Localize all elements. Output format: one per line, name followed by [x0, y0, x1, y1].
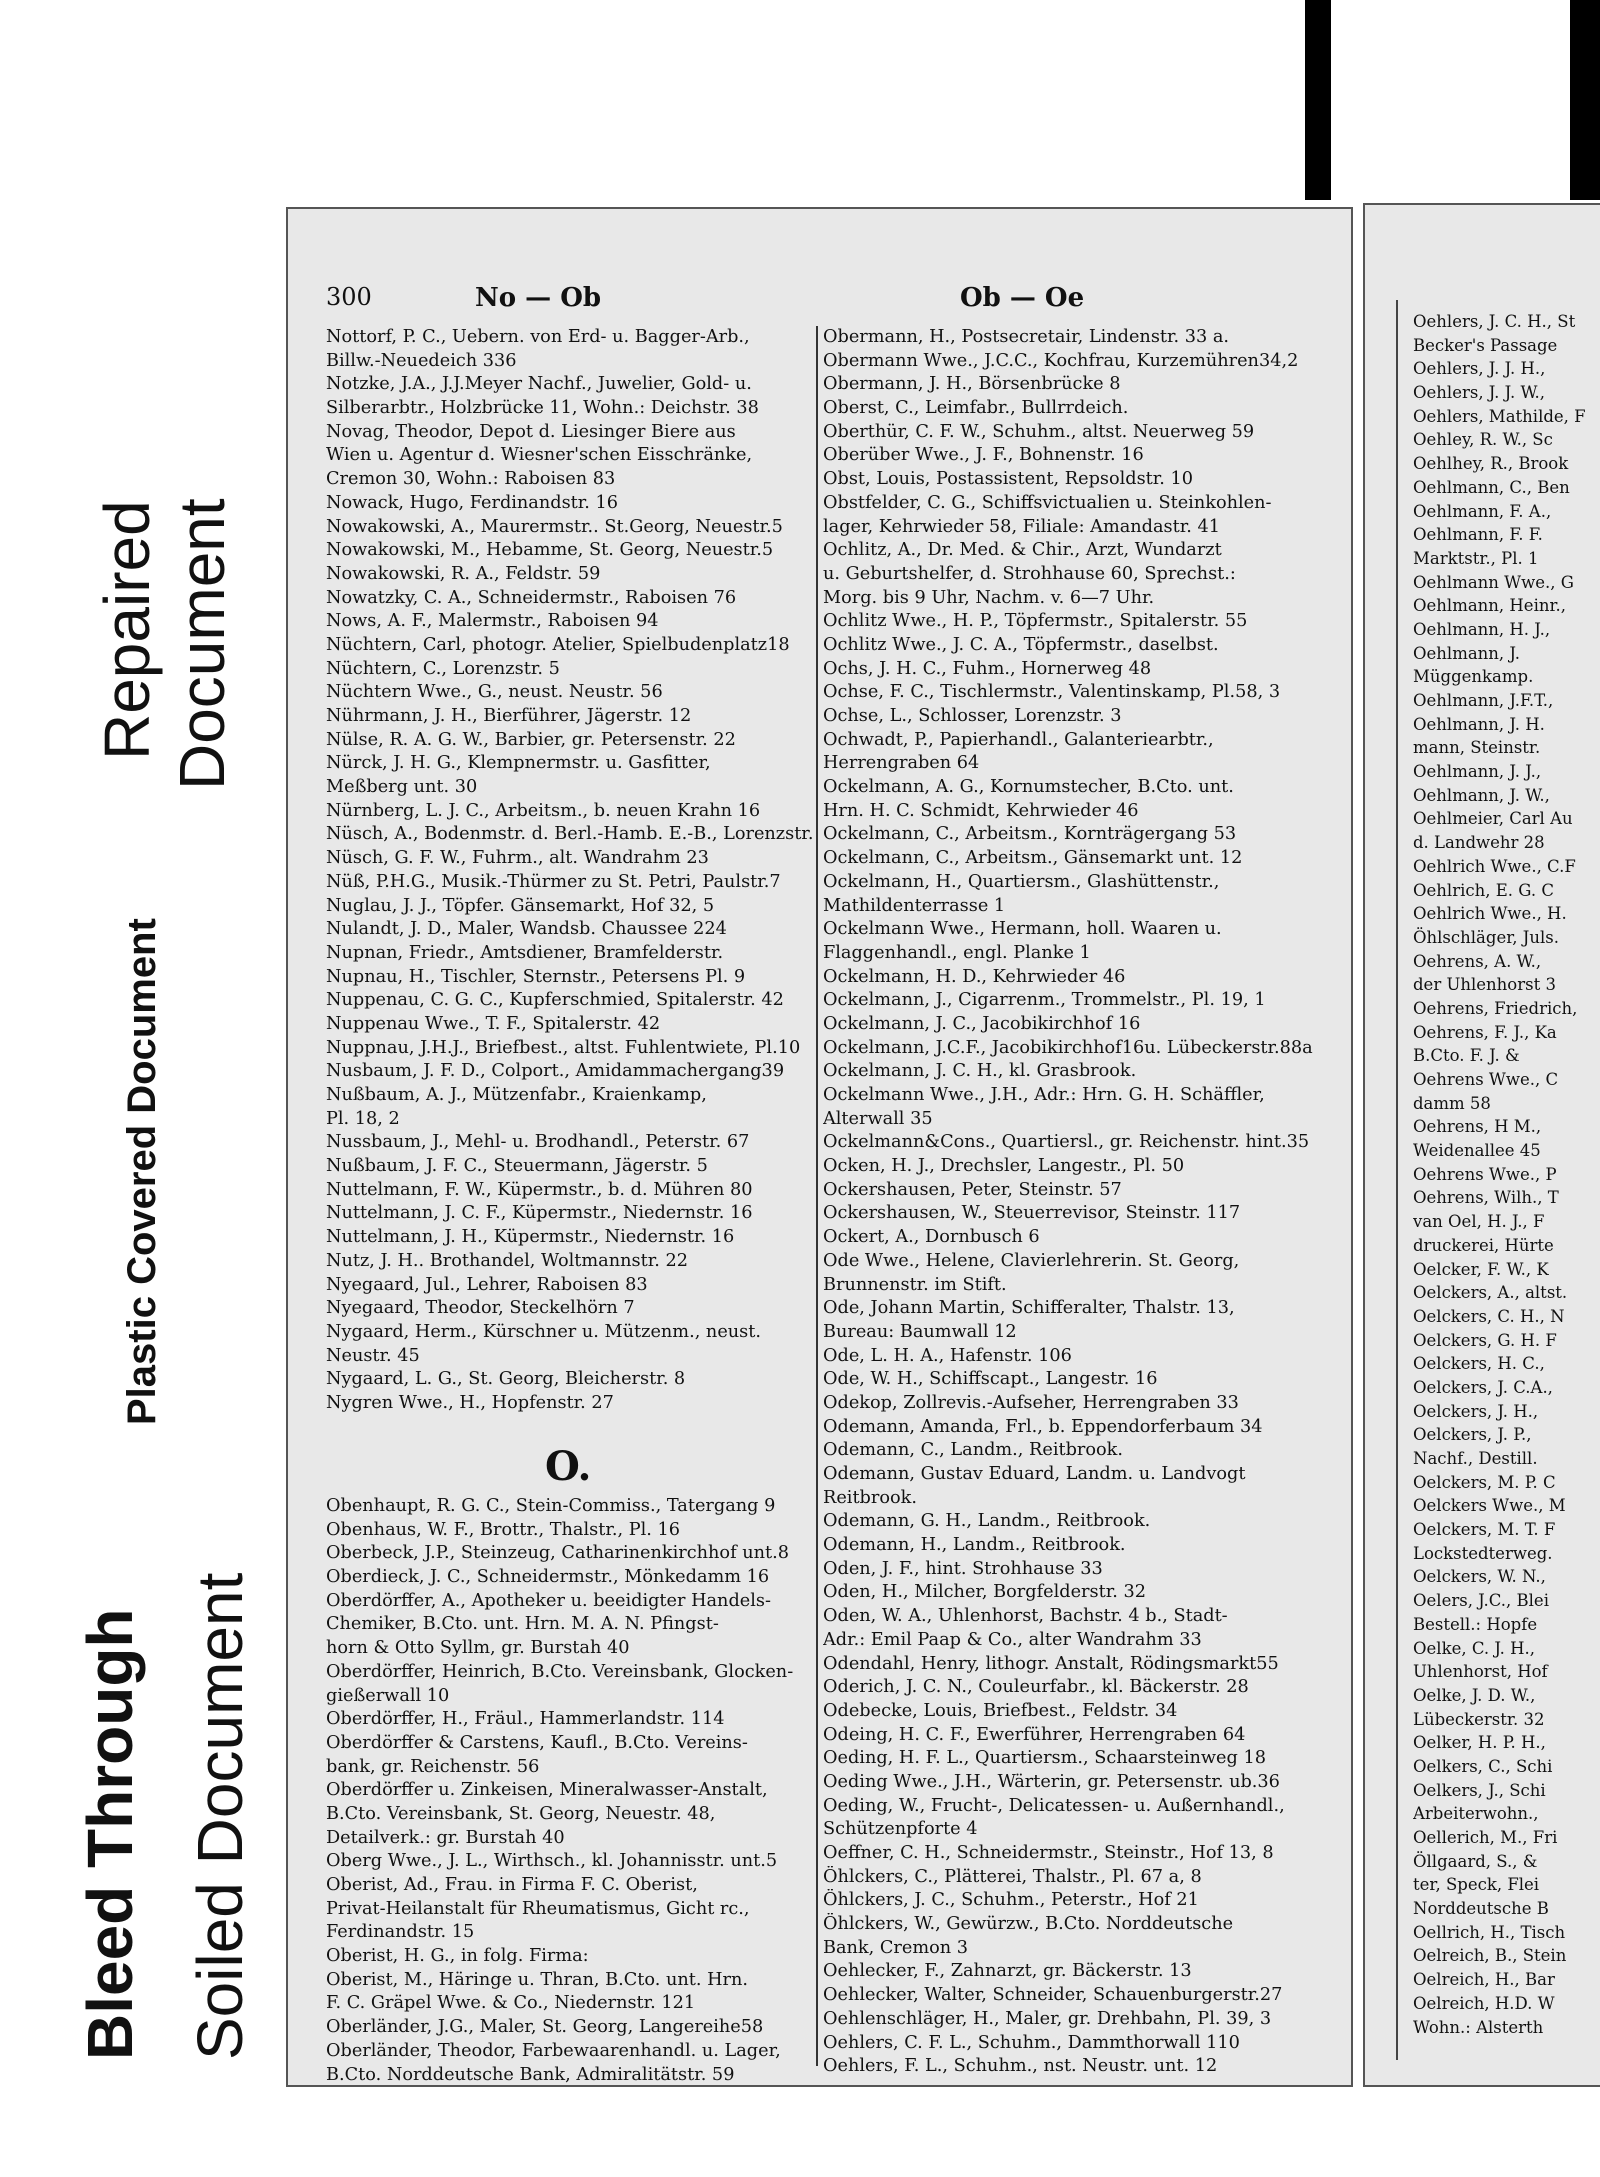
directory-line: Oehrens, Friedrich,: [1413, 998, 1578, 1018]
directory-line: Adr.: Emil Paap & Co., alter Wandrahm 33: [823, 1629, 1202, 1650]
directory-line: Brunnenstr. im Stift.: [823, 1274, 1007, 1295]
directory-line: Oelckers, C. H., N: [1413, 1306, 1565, 1326]
page-gutter: [1396, 300, 1398, 2060]
directory-line: Oberländer, J.G., Maler, St. Georg, Langereihe58: [326, 2017, 764, 2038]
directory-line: Reitbrook.: [823, 1487, 917, 1508]
directory-line: d. Landwehr 28: [1413, 833, 1545, 853]
directory-line: F. C. Gräpel Wwe. & Co., Niedernstr. 121: [326, 1993, 696, 2014]
directory-line: Ockelmann, J. C., Jacobikirchhof 16: [823, 1013, 1141, 1034]
directory-line: Oberist, H. G., in folg. Firma:: [326, 1946, 589, 1967]
directory-line: Odekop, Zollrevis.-Aufseher, Herrengraben 33: [823, 1392, 1239, 1413]
annotation-labels: [0, 0, 280, 2177]
directory-line: Obermann, J. H., Börsenbrücke 8: [823, 374, 1121, 395]
directory-line: B.Cto. Norddeutsche Bank, Admiralitätstr. 59: [326, 2064, 735, 2085]
directory-line: Nyegaard, Jul., Lehrer, Raboisen 83: [326, 1274, 648, 1295]
directory-line: damm 58: [1413, 1093, 1491, 1113]
directory-line: Oelreich, B., Stein: [1413, 1946, 1567, 1966]
directory-line: Oelke, C. J. H.,: [1413, 1638, 1536, 1658]
directory-line: mann, Steinstr.: [1413, 738, 1541, 758]
directory-line: Oehlers, F. L., Schuhm., nst. Neustr. unt. 12: [823, 2056, 1218, 2077]
directory-line: Öhlschläger, Juls.: [1413, 927, 1560, 947]
directory-line: Obst, Louis, Postassistent, Repsoldstr. 10: [823, 469, 1194, 490]
directory-line: druckerei, Hürte: [1413, 1235, 1554, 1255]
directory-line: Oehrens Wwe., P: [1413, 1164, 1557, 1184]
directory-line: Oberist, Ad., Frau. in Firma F. C. Oberist,: [326, 1875, 698, 1895]
directory-line: Herrengraben 64: [823, 753, 980, 774]
directory-line: Ode Wwe., Helene, Clavierlehrerin. St. Georg,: [823, 1250, 1240, 1271]
directory-line: Oelckers, G. H. F: [1413, 1330, 1557, 1350]
directory-line: Lübeckerstr. 32: [1413, 1709, 1545, 1729]
directory-line: Oehrens Wwe., C: [1413, 1070, 1559, 1089]
directory-line: Pl. 18, 2: [326, 1108, 400, 1129]
directory-line: Marktstr., Pl. 1: [1413, 548, 1539, 568]
directory-line: Oehlmann Wwe., G: [1413, 572, 1574, 592]
directory-line: Ockelmann, C., Arbeitsm., Kornträgergang 53: [823, 824, 1237, 845]
directory-line: Oehlmann, F. A.,: [1413, 501, 1552, 521]
directory-line: Oelker, H. P. H.,: [1413, 1733, 1546, 1753]
directory-line: Oberdörffer & Carstens, Kaufl., B.Cto. Vereins-: [326, 1732, 748, 1753]
directory-line: Oeding, W., Frucht-, Delicatessen- u. Außernhandl.,: [823, 1795, 1285, 1816]
directory-line: Nottorf, P. C., Uebern. von Erd- u. Bagger-Arb.,: [326, 327, 750, 347]
directory-line: Nuppnau, J.H.J., Briefbest., altst. Fuhlentwiete, Pl.10: [326, 1037, 801, 1058]
directory-line: Oelckers, A., altst.: [1413, 1283, 1568, 1303]
directory-line: Oelers, J.C., Blei: [1413, 1591, 1549, 1611]
directory-line: Notzke, J.A., J.J.Meyer Nachf., Juwelier, Gold- u.: [326, 374, 752, 395]
directory-line: Oberg Wwe., J. L., Wirthsch., kl. Johannisstr. unt.5: [326, 1851, 778, 1872]
directory-line: Odemann, Gustav Eduard, Landm. u. Landvogt: [823, 1464, 1246, 1484]
directory-line: Oehrens, H M.,: [1413, 1117, 1542, 1137]
directory-line: Nußbaum, J. F. C., Steuermann, Jägerstr. 5: [326, 1156, 708, 1177]
directory-line: Oden, J. F., hint. Strohhause 33: [823, 1558, 1103, 1579]
header-right: Ob — Oe: [960, 283, 1085, 313]
directory-line: Ochlitz, A., Dr. Med. & Chir., Arzt, Wundarzt: [823, 540, 1222, 561]
directory-line: Oehrens, A. W.,: [1413, 951, 1542, 971]
directory-line: Novag, Theodor, Depot d. Liesinger Biere aus: [326, 421, 736, 442]
directory-line: Lockstedterweg.: [1413, 1543, 1553, 1563]
column-left-top: [326, 326, 813, 1416]
directory-line: Odemann, C., Landm., Reitbrook.: [823, 1440, 1124, 1461]
directory-line: Ochlitz Wwe., H. P., Töpfermstr., Spitalerstr. 55: [823, 611, 1248, 632]
directory-line: Oehlers, J. C. H., St: [1413, 312, 1576, 331]
directory-line: Ode, L. H. A., Hafenstr. 106: [823, 1345, 1072, 1366]
directory-line: Ockelmann, H., Quartiersm., Glashüttenstr.,: [823, 871, 1220, 892]
directory-line: Ochse, L., Schlosser, Lorenzstr. 3: [823, 706, 1122, 726]
directory-line: horn & Otto Syllm, gr. Burstah 40: [326, 1638, 630, 1659]
directory-line: Nowakowski, M., Hebamme, St. Georg, Neuestr.5: [326, 540, 774, 561]
directory-line: Ockelmann Wwe., J.H., Adr.: Hrn. G. H. Schäffler,: [823, 1085, 1265, 1105]
section-letter: O.: [545, 1443, 592, 1490]
directory-line: Nußbaum, A. J., Mützenfabr., Kraienkamp,: [326, 1085, 707, 1105]
directory-line: Oelkers, C., Schi: [1413, 1756, 1553, 1776]
directory-line: Neustr. 45: [326, 1345, 420, 1366]
directory-line: Oehlmann, J.F.T.,: [1413, 691, 1554, 710]
label-repaired-document: Document: [166, 498, 238, 790]
directory-line: Oeffner, C. H., Schneidermstr., Steinstr., Hof 13, 8: [823, 1843, 1274, 1863]
directory-line: Oberbeck, J.P., Steinzeug, Catharinenkirchhof unt.8: [326, 1543, 789, 1564]
directory-line: Obenhaus, W. F., Brottr., Thalstr., Pl. 16: [326, 1519, 681, 1540]
scan-edge-bar-right: [1570, 0, 1600, 200]
directory-line: Oehlers, J. J. W.,: [1413, 383, 1546, 403]
directory-line: Oehley, R. W., Sc: [1413, 430, 1553, 450]
directory-line: Oberdörffer, Heinrich, B.Cto. Vereinsbank, Glocken-: [326, 1661, 794, 1682]
directory-line: Oelckers, W. N.,: [1413, 1567, 1546, 1587]
directory-line: Oehlenschläger, H., Maler, gr. Drehbahn, Pl. 39, 3: [823, 2008, 1272, 2029]
directory-line: Oelckers, J. H.,: [1413, 1401, 1539, 1421]
directory-line: Oelckers, M. T. F: [1413, 1520, 1556, 1540]
directory-line: Odemann, H., Landm., Reitbrook.: [823, 1535, 1126, 1556]
directory-line: Hrn. H. C. Schmidt, Kehrwieder 46: [823, 800, 1139, 821]
directory-line: Nyegaard, Theodor, Steckelhörn 7: [326, 1298, 635, 1319]
directory-line: Ockelmann&Cons., Quartiersl., gr. Reichenstr. hint.35: [823, 1132, 1310, 1153]
directory-line: Oehlhey, R., Brook: [1413, 454, 1569, 474]
directory-line: Odebecke, Louis, Briefbest., Feldstr. 34: [823, 1700, 1178, 1721]
directory-line: Wohn.: Alsterth: [1413, 2017, 1544, 2037]
directory-line: Obermann, H., Postsecretair, Lindenstr. 33 a.: [823, 327, 1230, 347]
directory-line: Ockelmann, H. D., Kehrwieder 46: [823, 966, 1126, 987]
directory-line: Silberarbtr., Holzbrücke 11, Wohn.: Deichstr. 38: [326, 398, 759, 419]
directory-line: Oberst, C., Leimfabr., Bullrrdeich.: [823, 398, 1129, 419]
directory-line: Nygren Wwe., H., Hopfenstr. 27: [326, 1392, 614, 1413]
directory-line: Nussbaum, J., Mehl- u. Brodhandl., Peterstr. 67: [326, 1132, 750, 1153]
directory-line: Oberthür, C. F. W., Schuhm., altst. Neuerweg 59: [823, 421, 1255, 442]
directory-line: Oeding Wwe., J.H., Wärterin, gr. Petersenstr. ub.36: [823, 1771, 1280, 1792]
directory-line: B.Cto. F. J. &: [1413, 1046, 1520, 1066]
directory-line: Nachf., Destill.: [1413, 1449, 1538, 1468]
directory-line: Oehlecker, F., Zahnarzt, gr. Bäckerstr. 13: [823, 1961, 1192, 1982]
directory-line: Oellerich, M., Fri: [1413, 1828, 1558, 1847]
directory-line: Norddeutsche B: [1413, 1899, 1549, 1919]
directory-line: Arbeiterwohn.,: [1413, 1804, 1539, 1824]
page-number: 300: [326, 283, 372, 311]
directory-line: Oberdörffer u. Zinkeisen, Mineralwasser-Anstalt,: [326, 1780, 768, 1801]
directory-line: Ockershausen, Peter, Steinstr. 57: [823, 1179, 1122, 1200]
directory-line: Nüchtern, Carl, photogr. Atelier, Spielbudenplatz18: [326, 634, 790, 655]
directory-line: Obermann Wwe., J.C.C., Kochfrau, Kurzemühren34,2: [823, 350, 1299, 371]
directory-line: Obenhaupt, R. G. C., Stein-Commiss., Tatergang 9: [326, 1496, 776, 1516]
column-middle: [823, 326, 1335, 2079]
directory-line: Oelcker, F. W., K: [1413, 1259, 1549, 1279]
directory-line: Oelckers, J. P.,: [1413, 1425, 1532, 1445]
directory-line: Ochs, J. H. C., Fuhm., Hornerweg 48: [823, 658, 1152, 679]
directory-line: Bureau: Baumwall 12: [823, 1321, 1017, 1342]
directory-line: Nowack, Hugo, Ferdinandstr. 16: [326, 492, 619, 513]
directory-line: Nuttelmann, J. C. F., Küpermstr., Niedernstr. 16: [326, 1203, 753, 1224]
directory-line: Ockelmann, J. C. H., kl. Grasbrook.: [823, 1061, 1137, 1082]
header-left: No — Ob: [475, 283, 602, 313]
directory-line: Oelke, J. D. W.,: [1413, 1685, 1536, 1705]
directory-line: Ockelmann, C., Arbeitsm., Gänsemarkt unt. 12: [823, 848, 1243, 869]
directory-line: Ochwadt, P., Papierhandl., Galanteriearbtr.,: [823, 729, 1214, 750]
directory-line: Ockelmann, J., Cigarrenm., Trommelstr., Pl. 19, 1: [823, 990, 1266, 1011]
directory-line: Ockelmann, J.C.F., Jacobikirchhof16u. Lübeckerstr.88a: [823, 1037, 1313, 1058]
directory-line: Mathildenterrasse 1: [823, 895, 1006, 916]
label-plastic-covered: Plastic Covered Document: [120, 918, 164, 1425]
directory-line: Oelckers, J. C.A.,: [1413, 1377, 1553, 1397]
directory-line: bank, gr. Reichenstr. 56: [326, 1756, 540, 1777]
directory-line: u. Geburtshelfer, d. Strohhause 60, Sprechst.:: [823, 563, 1236, 584]
directory-line: Oberdieck, J. C., Schneidermstr., Mönkedamm 16: [326, 1567, 770, 1588]
directory-line: van Oel, H. J., F: [1413, 1212, 1545, 1232]
directory-line: Öhlckers, C., Plätterei, Thalstr., Pl. 67 a, 8: [823, 1866, 1202, 1887]
directory-line: Ockershausen, W., Steuerrevisor, Steinstr. 117: [823, 1203, 1241, 1224]
directory-line: Nupnau, H., Tischler, Sternstr., Petersens Pl. 9: [326, 966, 746, 987]
directory-line: Nührmann, J. H., Bierführer, Jägerstr. 12: [326, 706, 692, 726]
directory-line: Becker's Passage: [1413, 335, 1558, 355]
directory-line: Ode, W. H., Schiffscapt., Langestr. 16: [823, 1369, 1158, 1390]
column-right: [1413, 310, 1600, 2039]
directory-line: Ockelmann, A. G., Kornumstecher, B.Cto. unt.: [823, 777, 1234, 798]
directory-line: Oehlmeier, Carl Au: [1413, 809, 1573, 829]
directory-line: Nupnan, Friedr., Amtsdiener, Bramfelderstr.: [326, 942, 724, 963]
directory-line: Oellrich, H., Tisch: [1413, 1922, 1566, 1942]
directory-line: Oehlrich, E. G. C: [1413, 880, 1554, 900]
directory-line: Nygaard, L. G., St. Georg, Bleicherstr. 8: [326, 1369, 686, 1390]
directory-line: gießerwall 10: [326, 1685, 450, 1706]
directory-line: Oberdörffer, A., Apotheker u. beeidigter Handels-: [326, 1590, 771, 1611]
directory-line: Nüsch, G. F. W., Fuhrm., alt. Wandrahm 23: [326, 848, 709, 869]
directory-line: Oberländer, Theodor, Farbewaarenhandl. u. Lager,: [326, 2040, 781, 2061]
directory-line: Oberist, M., Häringe u. Thran, B.Cto. unt. Hrn.: [326, 1969, 749, 1990]
directory-line: Nulandt, J. D., Maler, Wandsb. Chaussee 224: [326, 919, 727, 940]
directory-line: Flaggenhandl., engl. Planke 1: [823, 942, 1091, 963]
directory-line: Oehlers, C. F. L., Schuhm., Dammthorwall 110: [823, 2032, 1240, 2053]
directory-line: Oehlmann, Heinr.,: [1413, 596, 1567, 616]
column-divider: [816, 326, 818, 2066]
directory-line: Oelckers Wwe., M: [1413, 1496, 1566, 1516]
directory-line: Weidenallee 45: [1413, 1141, 1541, 1161]
directory-line: Odemann, Amanda, Frl., b. Eppendorferbaum 34: [823, 1416, 1263, 1437]
directory-line: Ode, Johann Martin, Schifferalter, Thalstr. 13,: [823, 1298, 1235, 1319]
directory-line: Nuglau, J. J., Töpfer. Gänsemarkt, Hof 32, 5: [326, 895, 715, 916]
directory-line: der Uhlenhorst 3: [1413, 975, 1556, 995]
directory-line: Odemann, G. H., Landm., Reitbrook.: [823, 1511, 1151, 1532]
directory-line: Nowakowski, A., Maurermstr.. St.Georg, Neuestr.5: [326, 516, 783, 537]
directory-line: Nutz, J. H.. Brothandel, Woltmannstr. 22: [326, 1250, 688, 1271]
directory-line: Oehlmann, C., Ben: [1413, 477, 1570, 497]
directory-line: Nowakowski, R. A., Feldstr. 59: [326, 563, 601, 584]
directory-line: Müggenkamp.: [1413, 667, 1534, 687]
directory-line: Obstfelder, C. G., Schiffsvictualien u. Steinkohlen-: [823, 492, 1272, 513]
directory-line: Oden, W. A., Uhlenhorst, Bachstr. 4 b., Stadt-: [823, 1606, 1228, 1627]
directory-line: Meßberg unt. 30: [326, 777, 478, 798]
directory-line: Oelckers, H. C.,: [1413, 1354, 1545, 1374]
directory-line: Nüchtern, C., Lorenzstr. 5: [326, 658, 560, 679]
directory-line: Nüchtern Wwe., G., neust. Neustr. 56: [326, 682, 663, 703]
directory-line: Odendahl, Henry, lithogr. Anstalt, Rödingsmarkt55: [823, 1653, 1279, 1674]
directory-line: Oelkers, J., Schi: [1413, 1780, 1546, 1800]
directory-line: Öhlckers, W., Gewürzw., B.Cto. Norddeutsche: [823, 1914, 1234, 1935]
directory-line: Alterwall 35: [823, 1108, 933, 1129]
directory-line: Oderich, J. C. N., Couleurfabr., kl. Bäckerstr. 28: [823, 1677, 1249, 1698]
directory-line: Chemiker, B.Cto. unt. Hrn. M. A. N. Pfingst-: [326, 1614, 719, 1635]
directory-line: Oehlrich Wwe., H.: [1413, 904, 1567, 924]
directory-line: Oden, H., Milcher, Borgfelderstr. 32: [823, 1582, 1146, 1603]
scan-edge-bar: [1305, 0, 1331, 200]
directory-line: Ferdinandstr. 15: [326, 1922, 475, 1943]
directory-line: Ochse, F. C., Tischlermstr., Valentinskamp, Pl.58, 3: [823, 682, 1281, 703]
directory-line: Nürnberg, L. J. C., Arbeitsm., b. neuen Krahn 16: [326, 800, 761, 821]
directory-line: Ocken, H. J., Drechsler, Langestr., Pl. 50: [823, 1156, 1185, 1177]
directory-line: Ockelmann Wwe., Hermann, holl. Waaren u.: [823, 919, 1222, 940]
directory-line: Öllgaard, S., &: [1413, 1851, 1538, 1871]
directory-line: Nows, A. F., Malermstr., Raboisen 94: [326, 611, 659, 632]
directory-line: Privat-Heilanstalt für Rheumatismus, Gicht rc.,: [326, 1898, 750, 1919]
directory-line: Oehlmann, J. W.,: [1413, 785, 1550, 805]
directory-line: Oelckers, M. P. C: [1413, 1472, 1556, 1492]
directory-line: Ochlitz Wwe., J. C. A., Töpfermstr., daselbst.: [823, 634, 1219, 655]
directory-line: Bestell.: Hopfe: [1413, 1614, 1538, 1634]
directory-line: Oehlmann, F. F.: [1413, 525, 1543, 545]
directory-line: Nüß, P.H.G., Musik.-Thürmer zu St. Petri, Paulstr.7: [326, 871, 781, 892]
directory-line: ter, Speck, Flei: [1413, 1875, 1540, 1895]
directory-line: Cremon 30, Wohn.: Raboisen 83: [326, 469, 616, 490]
column-left-bottom: [326, 1495, 813, 2087]
directory-line: Oeding, H. F. L., Quartiersm., Schaarsteinweg 18: [823, 1748, 1266, 1769]
directory-line: Detailverk.: gr. Burstah 40: [326, 1827, 565, 1848]
directory-line: Nuppenau, C. G. C., Kupferschmied, Spitalerstr. 42: [326, 990, 784, 1011]
directory-line: Nusbaum, J. F. D., Colport., Amidammachergang39: [326, 1061, 785, 1082]
directory-line: Oehrens, Wilh., T: [1413, 1188, 1559, 1208]
directory-line: Nowatzky, C. A., Schneidermstr., Raboisen 76: [326, 587, 737, 608]
label-soiled-document: Soiled Document: [184, 1572, 256, 2060]
directory-line: Nygaard, Herm., Kürschner u. Mützenm., neust.: [326, 1321, 761, 1342]
directory-line: Öhlckers, J. C., Schuhm., Peterstr., Hof 21: [823, 1890, 1199, 1911]
directory-line: B.Cto. Vereinsbank, St. Georg, Neuestr. 48,: [326, 1803, 716, 1824]
directory-line: lager, Kehrwieder 58, Filiale: Amandastr. 41: [823, 516, 1220, 537]
directory-line: Odeing, H. C. F., Ewerführer, Herrengraben 64: [823, 1724, 1246, 1745]
directory-line: Bank, Cremon 3: [823, 1937, 969, 1958]
directory-line: Oehlmann, H. J.,: [1413, 619, 1551, 639]
directory-line: Oehlmann, J. H.: [1413, 714, 1545, 734]
directory-line: Oehlmann, J. J.,: [1413, 762, 1542, 782]
directory-line: Uhlenhorst, Hof: [1413, 1662, 1548, 1682]
directory-line: Nuppenau Wwe., T. F., Spitalerstr. 42: [326, 1013, 661, 1034]
directory-line: Billw.-Neuedeich 336: [326, 350, 517, 371]
directory-line: Morg. bis 9 Uhr, Nachm. v. 6—7 Uhr.: [823, 587, 1155, 608]
directory-line: Oehlers, J. J. H.,: [1413, 359, 1546, 379]
directory-line: Wien u. Agentur d. Wiesner'schen Eisschränke,: [326, 445, 753, 466]
directory-line: Oberdörffer, H., Fräul., Hammerlandstr. 114: [326, 1709, 725, 1730]
directory-line: Oehrens, F. J., Ka: [1413, 1022, 1557, 1042]
directory-line: Oelreich, H., Bar: [1413, 1970, 1555, 1990]
label-repaired: Repaired: [91, 500, 163, 760]
directory-line: Nürck, J. H. G., Klempnermstr. u. Gasfitter,: [326, 753, 711, 774]
directory-line: Ockert, A., Dornbusch 6: [823, 1227, 1040, 1248]
directory-line: Nülse, R. A. G. W., Barbier, gr. Petersenstr. 22: [326, 729, 736, 750]
directory-line: Oehlecker, Walter, Schneider, Schauenburgerstr.27: [823, 1985, 1283, 2006]
directory-line: Nüsch, A., Bodenmstr. d. Berl.-Hamb. E.-B., Lorenzstr.: [326, 824, 813, 845]
directory-line: Oehlers, Mathilde, F: [1413, 406, 1586, 426]
directory-line: Oehlmann, J.: [1413, 643, 1521, 663]
directory-line: Oelreich, H.D. W: [1413, 1993, 1555, 2013]
directory-line: Schützenpforte 4: [823, 1819, 978, 1840]
directory-line: Oberüber Wwe., J. F., Bohnenstr. 16: [823, 445, 1144, 466]
directory-line: Nuttelmann, F. W., Küpermstr., b. d. Mühren 80: [326, 1179, 753, 1200]
directory-line: Oehlrich Wwe., C.F: [1413, 856, 1576, 876]
label-bleed-through: Bleed Through: [74, 1608, 146, 2060]
directory-line: Nuttelmann, J. H., Küpermstr., Niedernstr. 16: [326, 1227, 735, 1248]
